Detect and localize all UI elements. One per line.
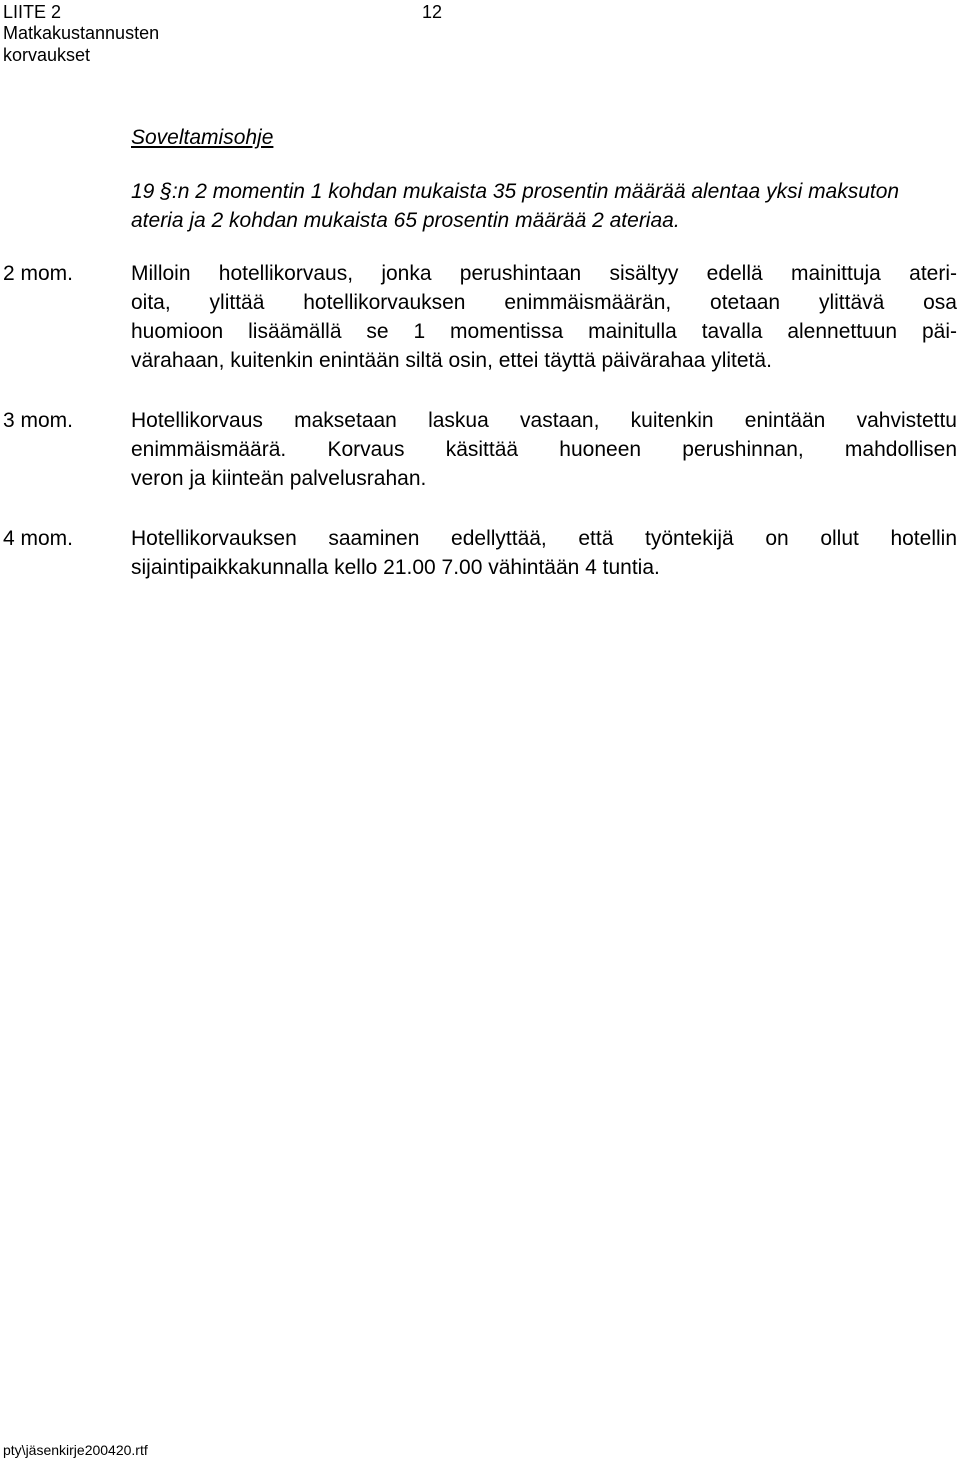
header-subtitle-line-2: korvaukset [3, 45, 91, 65]
paragraph-line: sijaintipaikkakunnalla kello 21.00 7.00 vähintään 4 tuntia. [131, 556, 660, 579]
paragraph-line: huomioon lisäämällä se 1 momentissa mainitulla tavalla alennettuun päi- [131, 320, 957, 343]
paragraph-line: Hotellikorvaus maksetaan laskua vastaan, kuitenkin enintään vahvistettu [131, 409, 957, 432]
moment-label: 4 mom. [3, 527, 74, 550]
header-subtitle-line-1: Matkakustannusten [3, 23, 160, 43]
paragraph-line: enimmäismäärä. Korvaus käsittää huoneen perushinnan, mahdollisen [131, 438, 957, 461]
appendix-label: LIITE 2 [3, 2, 62, 22]
paragraph-line: Hotellikorvauksen saaminen edellyttää, että työntekijä on ollut hotellin [131, 527, 957, 550]
page-number: 12 [422, 2, 443, 22]
moment-label: 2 mom. [3, 262, 74, 285]
paragraph-line: Milloin hotellikorvaus, jonka perushintaan sisältyy edellä mainittuja ateri- [131, 262, 957, 285]
moment-paragraph [131, 259, 957, 375]
paragraph-line: oita, ylittää hotellikorvauksen enimmäismäärän, otetaan ylittävä osa [131, 291, 957, 314]
footer-file-path: pty\jäsenkirje200420.rtf [3, 1442, 148, 1458]
guide-title: Soveltamisohje [131, 126, 274, 149]
guide-paragraph [131, 177, 957, 235]
moment-paragraph [131, 524, 957, 582]
guide-line: ateria ja 2 kohdan mukaista 65 prosentin määrää 2 ateriaa. [131, 209, 680, 232]
paragraph-line: värahaan, kuitenkin enintään siltä osin, ettei täyttä päivärahaa ylitetä. [131, 349, 772, 372]
moment-label: 3 mom. [3, 409, 74, 432]
paragraph-line: veron ja kiinteän palvelusrahan. [131, 467, 427, 490]
guide-line: 19 §:n 2 momentin 1 kohdan mukaista 35 prosentin määrää alentaa yksi maksuton [131, 180, 900, 203]
moment-paragraph [131, 406, 957, 493]
